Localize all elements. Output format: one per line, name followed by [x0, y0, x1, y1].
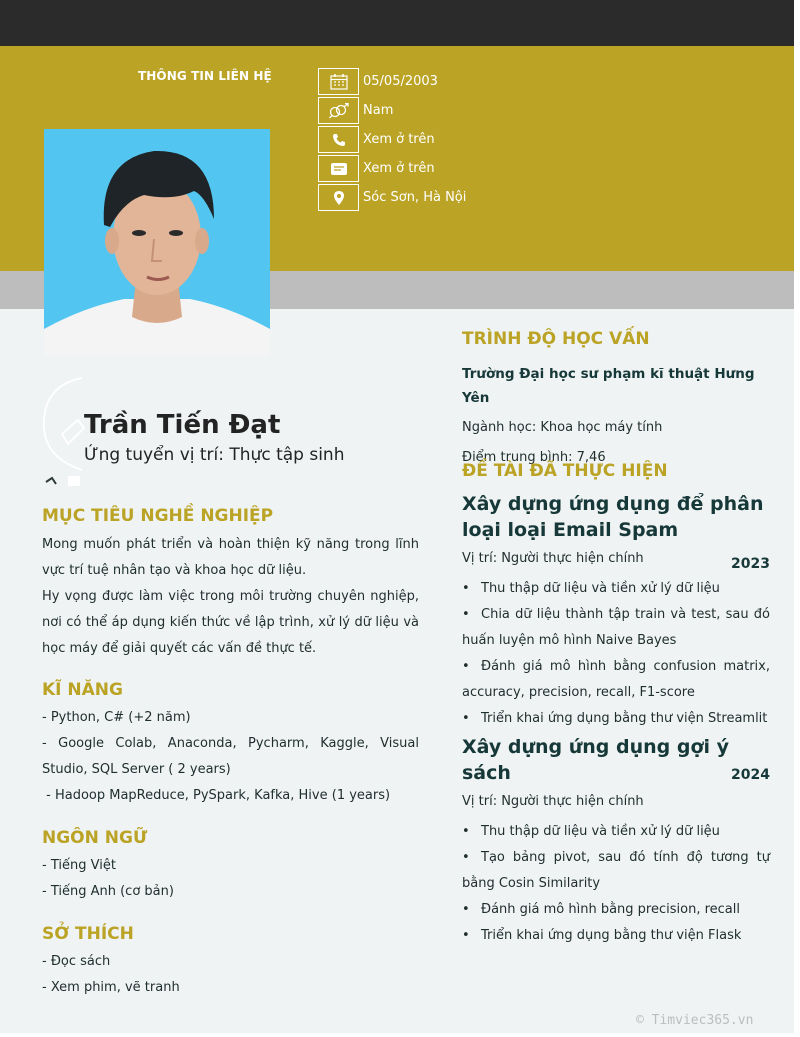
candidate-name: Trần Tiến Đạt	[84, 410, 281, 440]
hobby-item: - Đọc sách	[42, 954, 111, 969]
objective-paragraph: Mong muốn phát triển và hoàn thiện kỹ năng trong lĩnh vực trí tuệ nhân tạo và khoa học dữ liệu.	[42, 537, 419, 578]
project-bullets	[462, 819, 770, 949]
project-item	[462, 734, 770, 949]
project-bullets	[462, 576, 770, 732]
email-text: Xem ở trên	[363, 161, 435, 176]
project-role: Vị trí: Người thực hiện chính	[462, 794, 644, 809]
projects-title: ĐỀ TÀI ĐÃ THỰC HIỆN	[462, 461, 668, 481]
contact-email	[318, 154, 466, 183]
phone-text: Xem ở trên	[363, 132, 435, 147]
applied-position: Ứng tuyển vị trí: Thực tập sinh	[84, 445, 345, 465]
school-name: Trường Đại học sư phạm kĩ thuật Hưng Yên	[462, 366, 755, 406]
footer-watermark: © Timviec365.vn	[636, 1013, 754, 1028]
skills-section	[42, 705, 419, 809]
bullet-item: •Chia dữ liệu thành tập train và test, sau đó huấn luyện mô hình Naive Bayes	[462, 602, 770, 654]
bullet-item: •Tạo bảng pivot, sau đó tính độ tương tự bằng Cosin Similarity	[462, 845, 770, 897]
contact-address	[318, 183, 466, 212]
contact-list	[318, 67, 466, 212]
bullet-item: •Đánh giá mô hình bằng confusion matrix, accuracy, precision, recall, F1-score	[462, 654, 770, 706]
contact-title: THÔNG TIN LIÊN HỆ	[138, 69, 272, 83]
profile-photo	[44, 129, 270, 355]
education-section	[462, 362, 770, 472]
skill-item: - Hadoop MapReduce, PySpark, Kafka, Hive (1 years)	[42, 788, 391, 803]
bullet-item: •Đánh giá mô hình bằng precision, recall	[462, 897, 770, 923]
bullet-item: •Triển khai ứng dụng bằng thư viện Streamlit	[462, 706, 770, 732]
phone-icon	[318, 126, 359, 153]
education-title: TRÌNH ĐỘ HỌC VẤN	[462, 329, 650, 349]
hobby-item: - Xem phim, vẽ tranh	[42, 980, 180, 995]
contact-phone	[318, 125, 466, 154]
objective-paragraph: Hy vọng được làm việc trong môi trường chuyên nghiệp, nơi có thể áp dụng kiến thức về lập trình, xử lý dữ liệu và học máy để giải quyết các vấn đề thực tế.	[42, 589, 419, 656]
skills-title: KĨ NĂNG	[42, 680, 123, 700]
address-text: Sóc Sơn, Hà Nội	[363, 190, 467, 205]
email-icon	[318, 155, 359, 182]
bullet-item: •Thu thập dữ liệu và tiền xử lý dữ liệu	[462, 576, 770, 602]
bullet-item: •Thu thập dữ liệu và tiền xử lý dữ liệu	[462, 819, 770, 845]
project-meta	[462, 546, 770, 572]
project-name: Xây dựng ứng dụng gợi ý sách	[462, 736, 730, 784]
skill-item: - Python, C# (+2 năm)	[42, 710, 191, 725]
gender-icon	[318, 97, 359, 124]
gender-text: Nam	[363, 103, 394, 118]
skill-item: - Google Colab, Anaconda, Pycharm, Kaggle, Visual Studio, SQL Server ( 2 years)	[42, 736, 419, 777]
hobbies-title: SỞ THÍCH	[42, 924, 134, 944]
location-icon	[318, 184, 359, 211]
project-head	[462, 734, 770, 786]
contact-gender	[318, 96, 466, 125]
languages-title: NGÔN NGỮ	[42, 828, 148, 848]
languages-section	[42, 853, 419, 905]
project-role: Vị trí: Người thực hiện chính	[462, 551, 644, 566]
objective-section	[42, 532, 419, 662]
project-name: Xây dựng ứng dụng để phân loại loại Email Spam	[462, 493, 764, 541]
major-text: Ngành học: Khoa học máy tính	[462, 420, 663, 435]
bullet-item: •Triển khai ứng dụng bằng thư viện Flask	[462, 923, 770, 949]
project-year: 2024	[731, 767, 770, 783]
project-item	[462, 491, 770, 732]
birthdate-text: 05/05/2003	[363, 74, 438, 89]
contact-birthdate	[318, 67, 466, 96]
language-item: - Tiếng Anh (cơ bản)	[42, 884, 174, 899]
objective-title: MỤC TIÊU NGHỀ NGHIỆP	[42, 506, 274, 526]
calendar-icon	[318, 68, 359, 95]
project-year: 2023	[731, 556, 770, 572]
gpa-text: Điểm trung bình: 7,46	[462, 450, 606, 465]
language-item: - Tiếng Việt	[42, 858, 116, 873]
hobbies-section	[42, 949, 419, 1001]
top-bar	[0, 0, 794, 46]
